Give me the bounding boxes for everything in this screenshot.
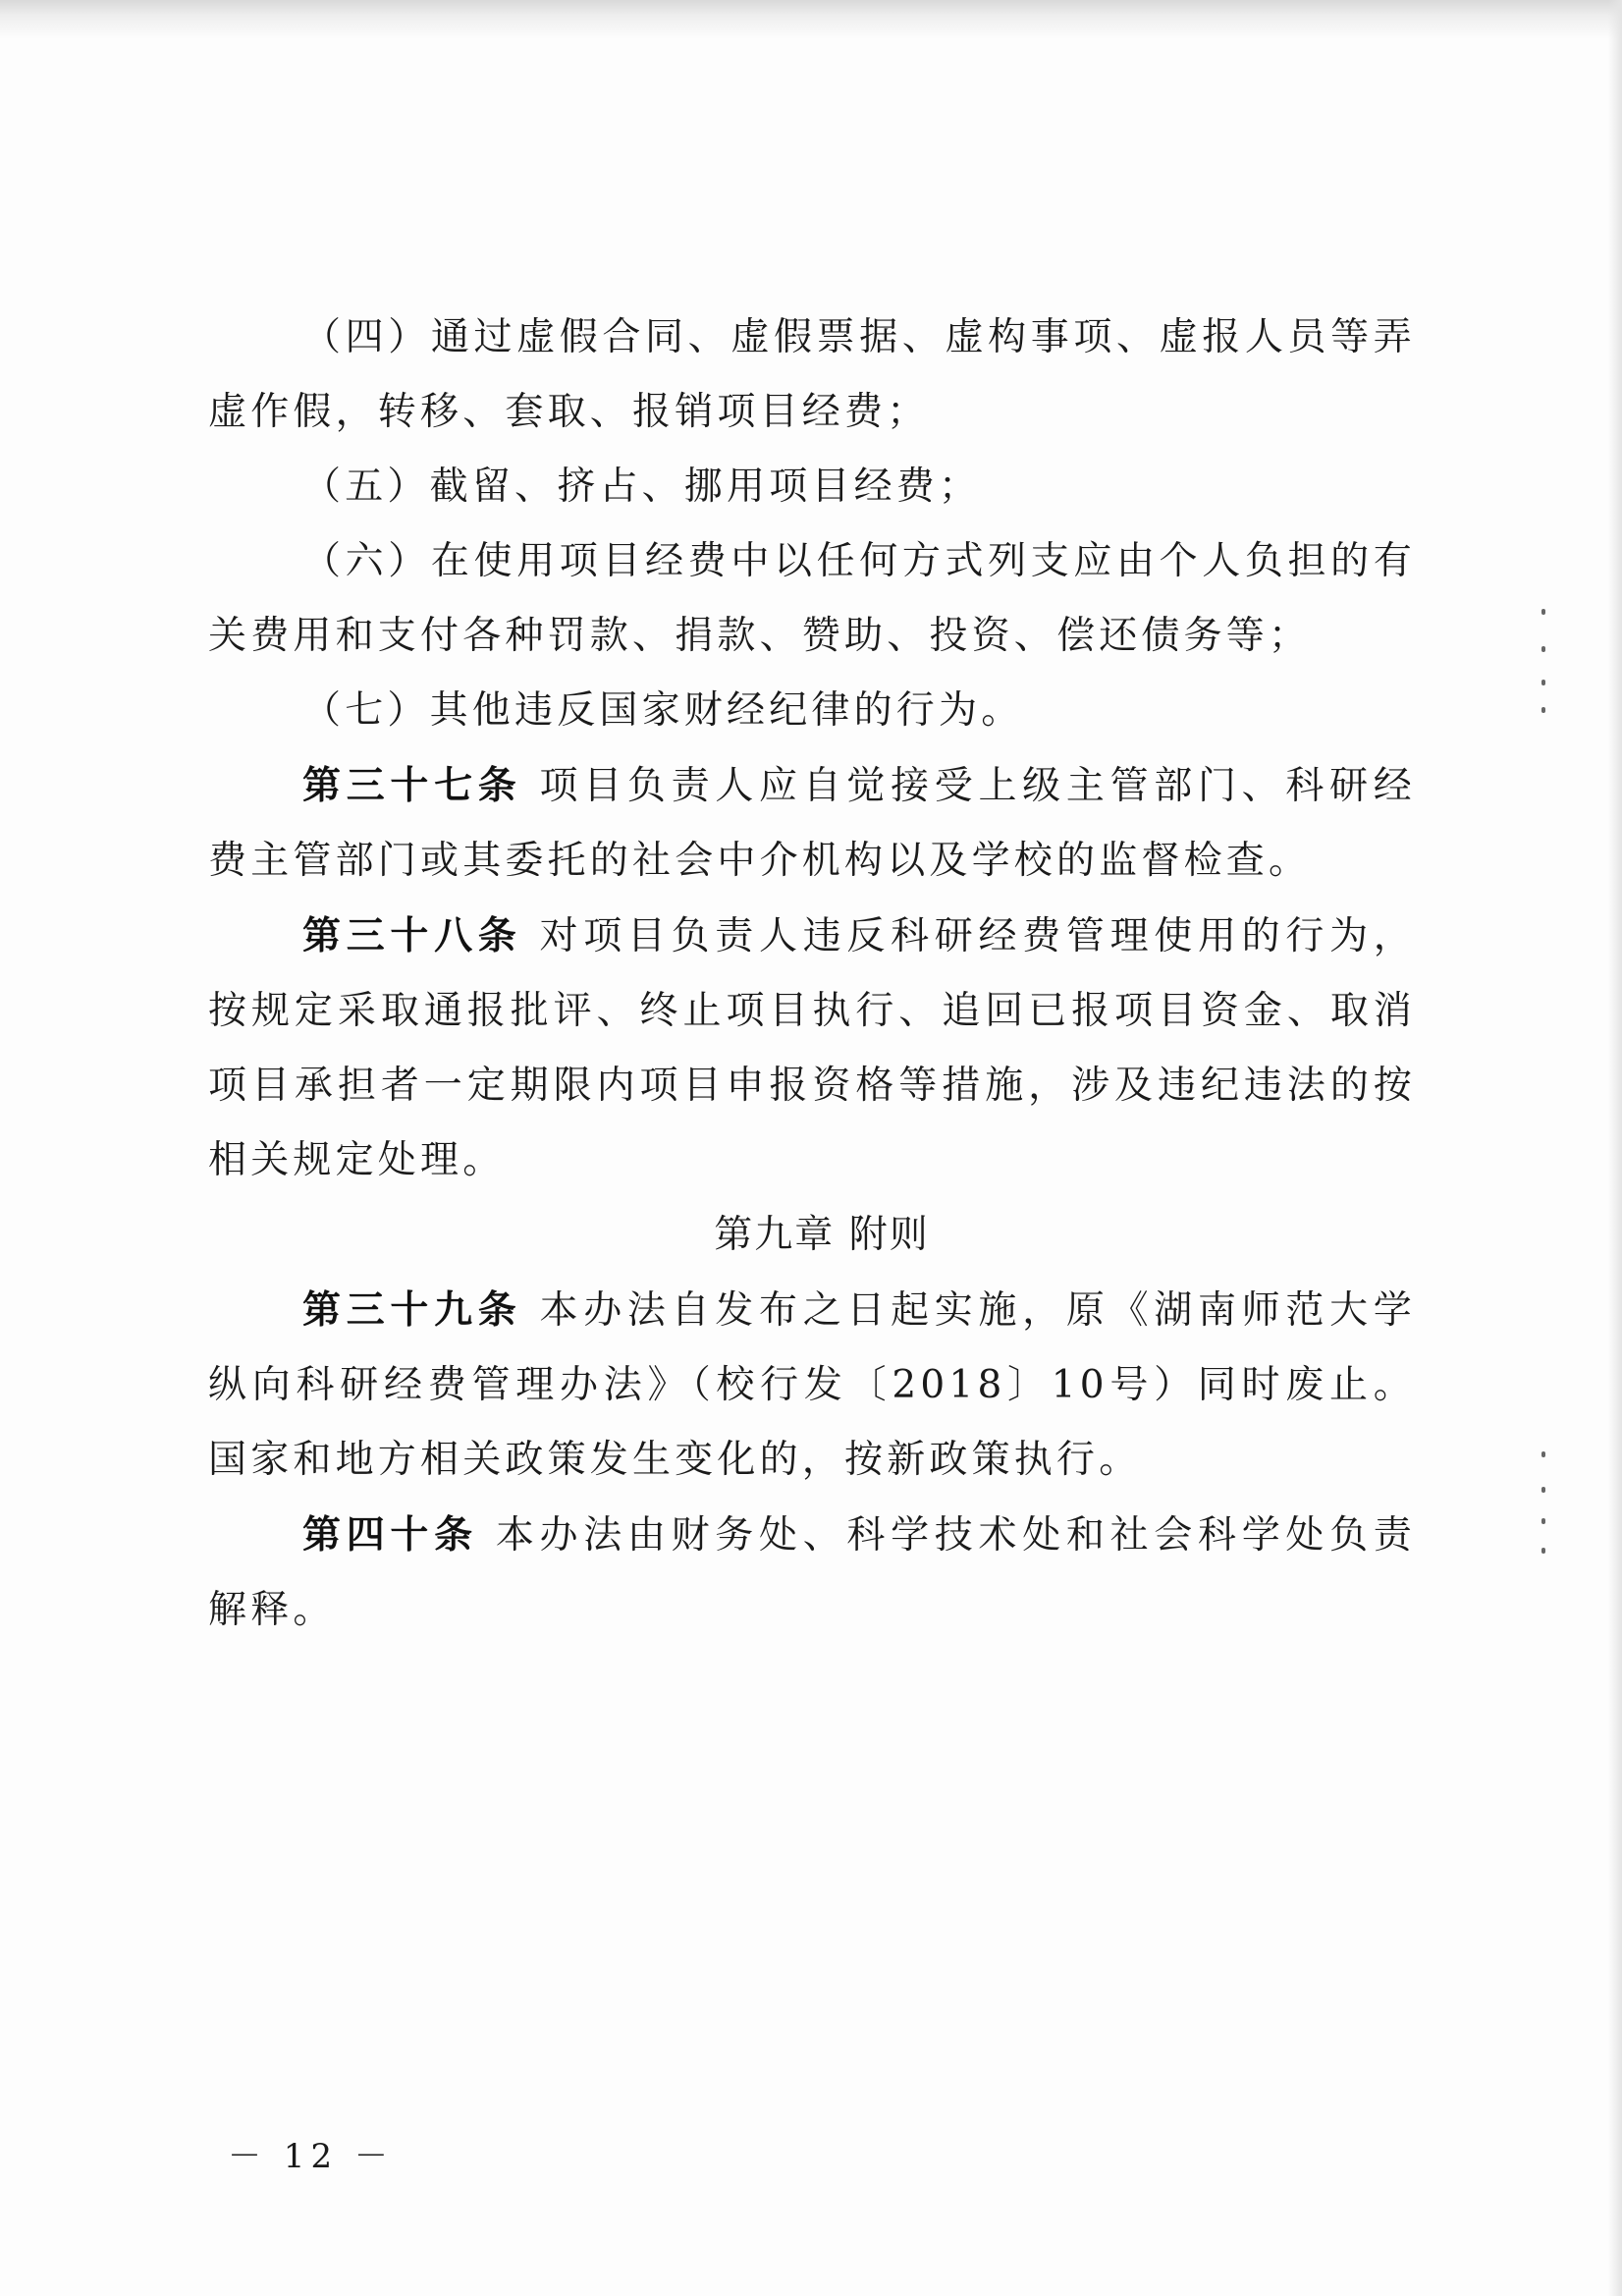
document-body (208, 301, 1416, 1648)
article-text: 本办法由财务处、科学技术处和社会科学处负责解释。 (208, 1513, 1417, 1632)
article-39 (208, 1273, 1416, 1498)
article-37 (208, 748, 1416, 899)
chapter-heading: 第九章 附则 (714, 1213, 930, 1257)
binding-holes-upper (1538, 609, 1551, 717)
article-38 (208, 899, 1416, 1198)
page-number: － 12 － (228, 2137, 394, 2176)
article-text: 项目负责人应自觉接受上级主管部门、科研经费主管部门或其委托的社会中介机构以及学校的监督检查。 (208, 764, 1416, 883)
scan-edge (1608, 0, 1622, 2296)
article-40 (208, 1498, 1416, 1648)
article-text: 本办法自发布之日起实施，原《湖南师范大学纵向科研经费管理办法》（校行发〔2018〕10号）同时废止。国家和地方相关政策发生变化的，按新政策执行。 (208, 1288, 1416, 1482)
item-para-4: （四）通过虚假合同、虚假票据、虚构事项、虚报人员等弄虚作假，转移、套取、报销项目经费； (208, 315, 1416, 434)
item-para-5: （五）截留、挤占、挪用项目经费； (302, 465, 982, 509)
binding-holes-lower (1538, 1451, 1551, 1559)
item-para-6: （六）在使用项目经费中以任何方式列支应由个人负担的有关费用和支付各种罚款、捐款、赞助、投资、偿还债务等； (208, 539, 1416, 658)
article-label: 第三十九条 (302, 1287, 522, 1333)
article-label: 第三十八条 (302, 913, 522, 958)
article-text: 对项目负责人违反科研经费管理使用的行为，按规定采取通报批评、终止项目执行、追回已报项目资金、取消项目承担者一定期限内项目申报资格等措施，涉及违纪违法的按相关规定处理。 (208, 914, 1416, 1182)
article-label: 第三十七条 (302, 763, 522, 808)
item-para-7: （七）其他违反国家财经纪律的行为。 (302, 688, 1024, 733)
article-label: 第四十条 (302, 1512, 478, 1558)
scan-shadow (0, 0, 1622, 39)
